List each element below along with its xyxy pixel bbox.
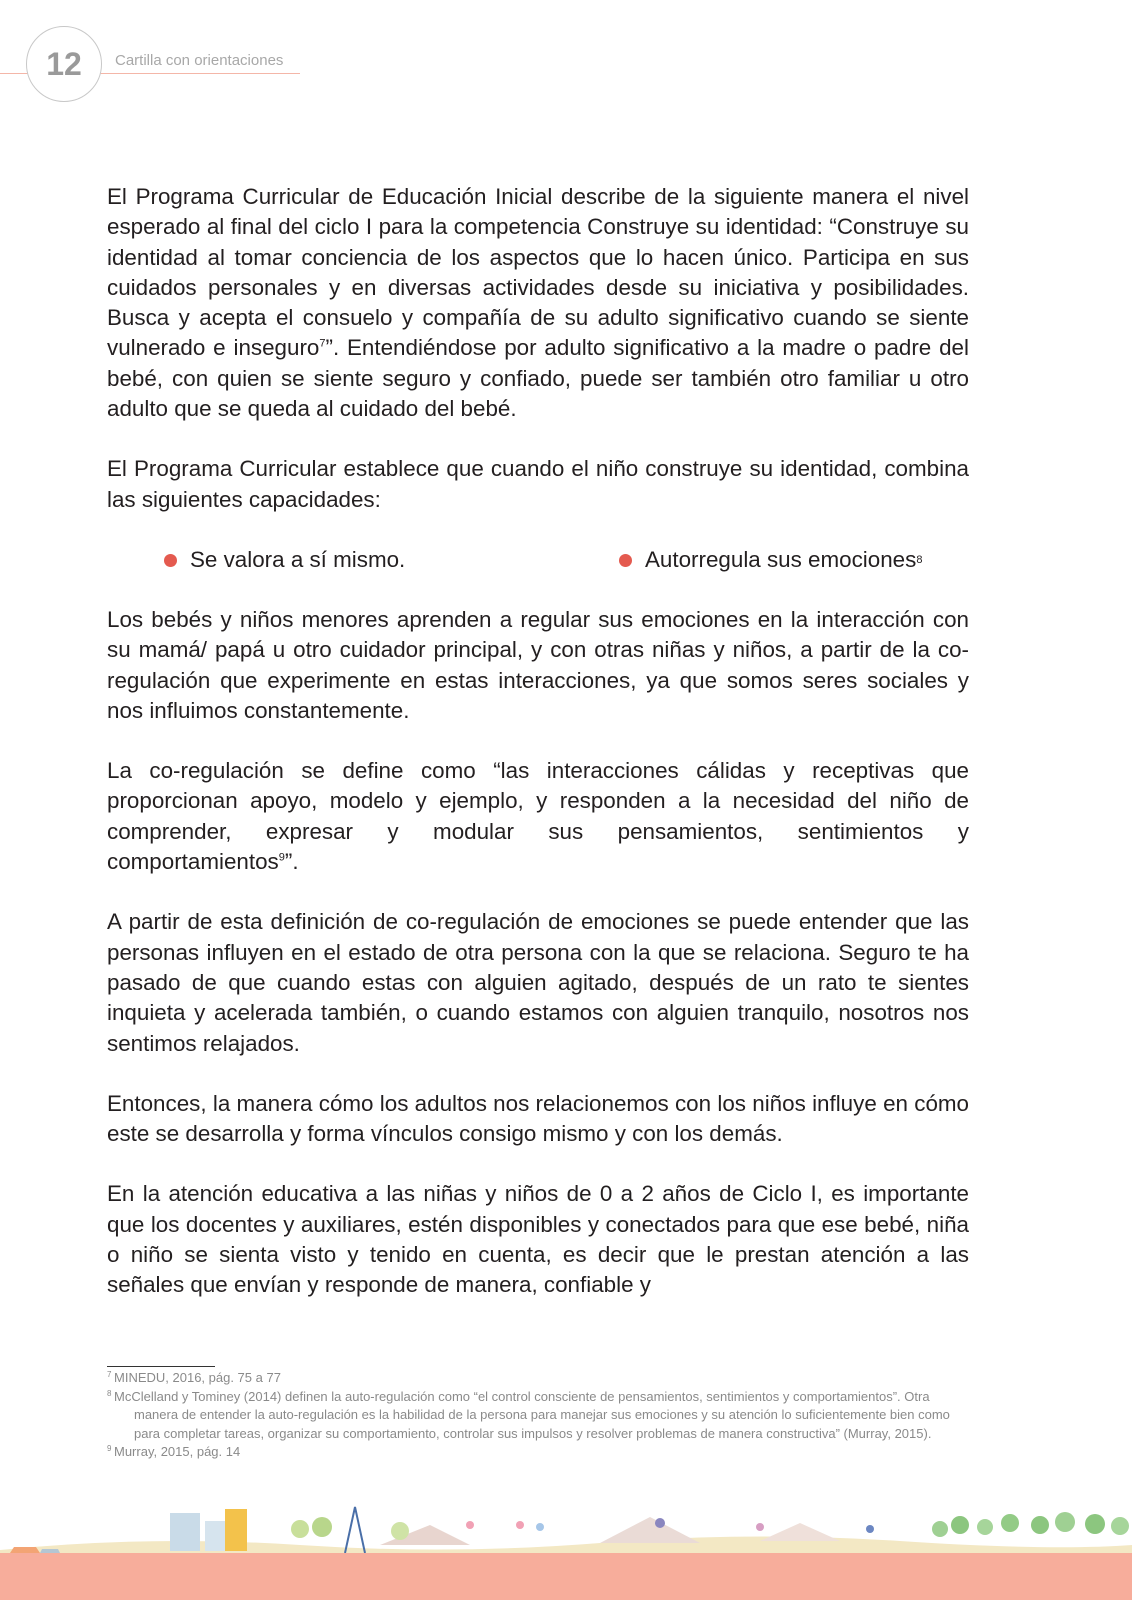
paragraph-6: Entonces, la manera cómo los adultos nos relacionemos con los niños influye en cómo este se desarrolla y forma vínculos consigo mismo y con los demás. — [107, 1090, 969, 1147]
capacity-list — [107, 545, 969, 575]
footer-band — [0, 1553, 1132, 1600]
paragraph-4: La co-regulación se define como “las interacciones cálidas y receptivas que proporcionan apoyo, modelo y ejemplo, y responden a la necesidad del niño de comprender, expresar y modular sus pensamientos, sentimientos y comportamientos$^9$”. — [107, 758, 969, 875]
bullet-dot-icon — [164, 554, 177, 567]
paragraph-5: A partir de esta definición de co-regulación de emociones se puede entender que las personas influyen en el estado de otra persona con la que se relaciona. Seguro te ha pasado de que cuando estas con alguien agitado, después de un rato te sientes inquieta y acelerada también, o cuando estamos con alguien tranquilo, nosotros nos sentimos relajados. — [107, 909, 969, 1056]
footer-illustration — [0, 1495, 1132, 1555]
footnote-9: 9 Murray, 2015, pág. 14 — [107, 1444, 241, 1459]
footnotes — [107, 1369, 969, 1462]
paragraph-7: En la atención educativa a las niñas y niños de 0 a 2 años de Ciclo I, es importante que los docentes y auxiliares, estén disponibles y conectados para que ese bebé, niña o niño se sienta visto y tenido en cuenta, es decir que le prestan atención a las señales que envían y responde de manera, confiable y — [107, 1181, 969, 1298]
bullet-dot-icon — [619, 554, 632, 567]
paragraph-2: El Programa Curricular establece que cuando el niño construye su identidad, combina las siguientes capacidades: — [107, 456, 969, 512]
running-head: Cartilla con orientaciones — [115, 52, 284, 69]
paragraph-1: El Programa Curricular de Educación Inicial describe de la siguiente manera el nivel esperado al final del ciclo I para la competencia Construye su identidad: “Construye su identidad al tomar conciencia de los aspectos que lo hacen único. Participa en sus cuidados personales y en diversas actividades desde su iniciativa y posibilidades. Busca y acepta el consuelo y compañía de su adulto significativo cuando se siente vulnerado e inseguro$^7$”. Entendiéndose por adulto significativo a la madre o padre del bebé, con quien se siente seguro y confiado, puede ser también otro familiar u otro adulto que se queda al cuidado del bebé. — [107, 184, 969, 422]
list-item: Autorregula sus emociones 8 — [619, 545, 922, 575]
footnote-8: 8 McClelland y Tominey (2014) definen la auto-regulación como “el control consciente de pensamientos, sentimientos y comportamientos”. Otra manera de entender la auto-regulación es la habilidad de la persona para manejar sus emociones y su atención lo suficientemente bien como para completar tareas, organizar su comportamiento, controlar sus impulsos y resolver problemas de manera constructiva” (Murray, 2015). — [107, 1388, 950, 1441]
footnote-ref-7[interactable]: 7 — [319, 338, 326, 351]
paragraph-3: Los bebés y niños menores aprenden a regular sus emociones en la interacción con su mamá/ papá u otro cuidador principal, y con otras niñas y niños, a partir de la co-regulación que experimente en estas interacciones, ya que somos seres sociales y nos influimos constantemente. — [107, 606, 969, 723]
footnote-rule — [107, 1366, 215, 1367]
footnote-ref-9[interactable]: 9 — [278, 851, 285, 864]
list-item: Se valora a sí mismo. — [164, 545, 405, 575]
page-number: 12 — [26, 26, 102, 102]
body-text — [107, 182, 969, 1301]
footnote-7: 7 MINEDU, 2016, pág. 75 a 77 — [107, 1370, 281, 1385]
